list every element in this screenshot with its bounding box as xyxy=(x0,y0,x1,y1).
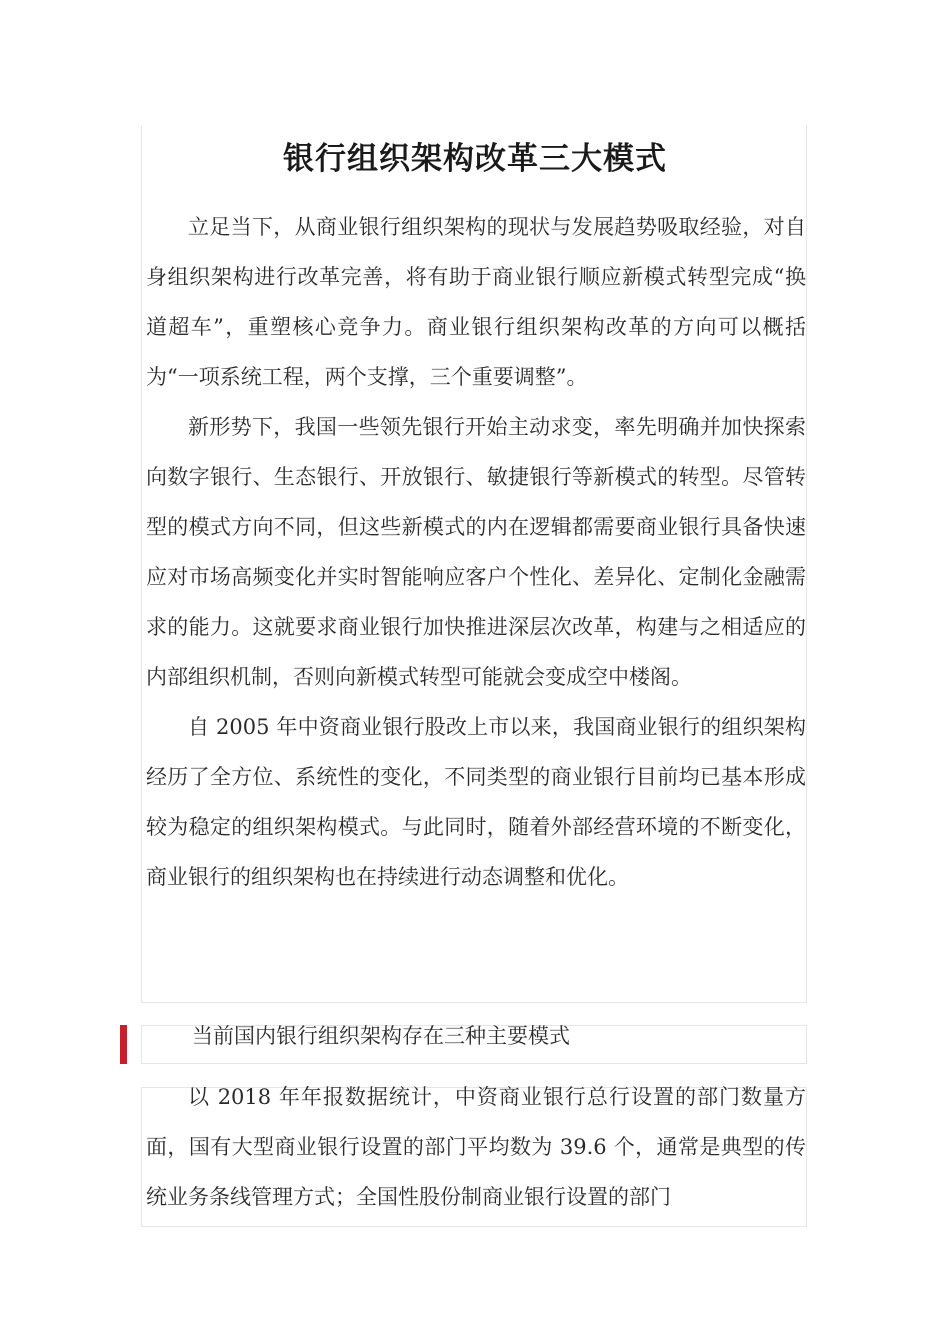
section-body xyxy=(146,1072,806,1222)
document-title: 银行组织架构改革三大模式 xyxy=(283,140,667,177)
paragraph-3: 自 2005 年中资商业银行股改上市以来，我国商业银行的组织架构经历了全方位、系统性的变化，不同类型的商业银行目前均已基本形成较为稳定的组织架构模式。与此同时，随着外部经营环境的不断变化，商业银行的组织架构也在持续进行动态调整和优化。 xyxy=(146,715,806,889)
paragraph-4: 以 2018 年年报数据统计，中资商业银行总行设置的部门数量方面，国有大型商业银行设置的部门平均数为 39.6 个，通常是典型的传统业务条线管理方式；全国性股份制商业银行设置的部门 xyxy=(146,1085,806,1209)
section-accent-bar xyxy=(120,1025,127,1064)
paragraph-1: 立足当下，从商业银行组织架构的现状与发展趋势吸取经验，对自身组织架构进行改革完善，将有助于商业银行顺应新模式转型完成“换道超车”，重塑核心竞争力。商业银行组织架构改革的方向可以概括为“一项系统工程，两个支撑，三个重要调整”。 xyxy=(146,215,806,389)
section-heading: 当前国内银行组织架构存在三种主要模式 xyxy=(192,1024,570,1048)
paragraph-2: 新形势下，我国一些领先银行开始主动求变，率先明确并加快探索向数字银行、生态银行、开放银行、敏捷银行等新模式的转型。尽管转型的模式方向不同，但这些新模式的内在逻辑都需要商业银行具备快速应对市场高频变化并实时智能响应客户个性化、差异化、定制化金融需求的能力。这就要求商业银行加快推进深层次改革，构建与之相适应的内部组织机制，否则向新模式转型可能就会变成空中楼阁。 xyxy=(146,415,806,689)
article-body xyxy=(146,202,806,902)
